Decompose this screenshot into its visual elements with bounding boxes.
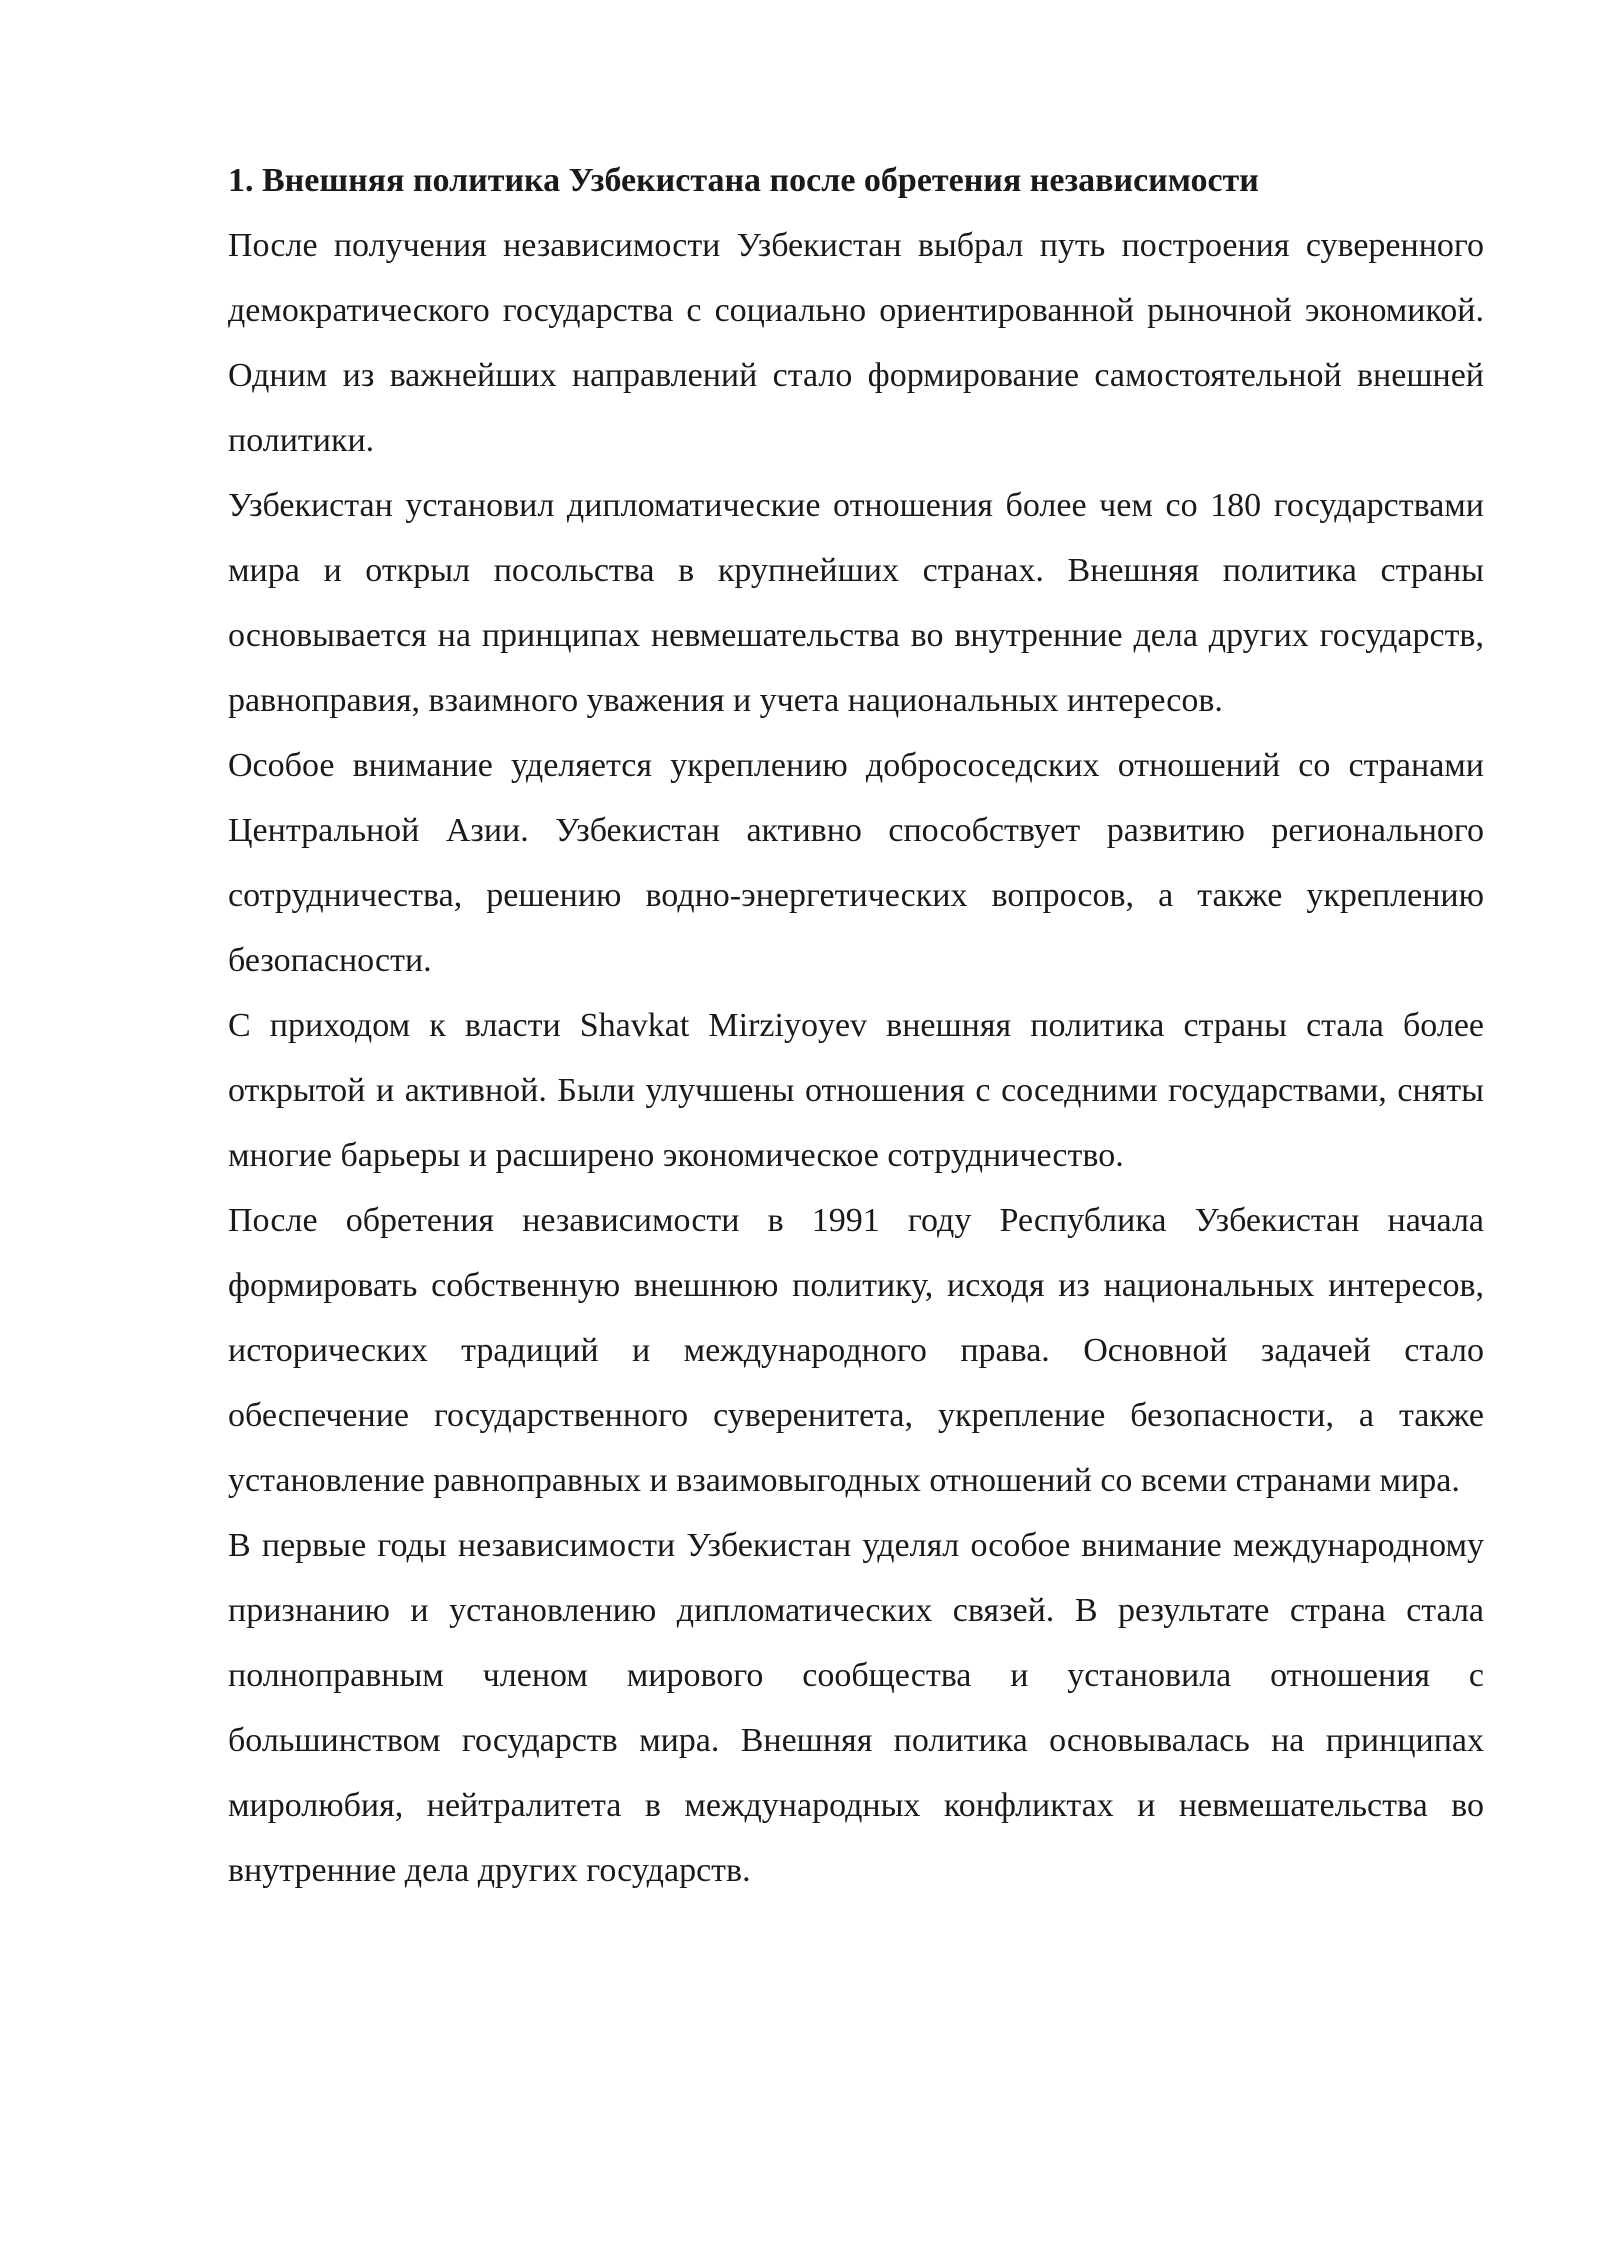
paragraph: В первые годы независимости Узбекистан уделял особое внимание международному признанию и установлению дипломатических связей. В результате страна стала полноправным членом мирового сообщества и установила отношения с большинством государств мира. Внешняя политика основывалась на принципах миролюбия, нейтралитета в международных конфликтах и невмешательства во внутренние дела других государств.: [228, 1527, 1484, 1889]
section-heading: 1. Внешняя политика Узбекистана после обретения независимости: [228, 162, 1259, 199]
paragraph: После получения независимости Узбекистан выбрал путь построения суверенного демократического государства с социально ориентированной рыночной экономикой. Одним из важнейших направлений стало формирование самостоятельной внешней политики.: [228, 227, 1484, 459]
paragraph: После обретения независимости в 1991 году Республика Узбекистан начала формировать собственную внешнюю политику, исходя из национальных интересов, исторических традиций и международного права. Основной задачей стало обеспечение государственного суверенитета, укрепление безопасности, а также установление равноправных и взаимовыгодных отношений со всеми странами мира.: [228, 1202, 1484, 1499]
paragraph: Узбекистан установил дипломатические отношения более чем со 180 государствами мира и открыл посольства в крупнейших странах. Внешняя политика страны основывается на принципах невмешательства во внутренние дела других государств, равноправия, взаимного уважения и учета национальных интересов.: [228, 487, 1484, 719]
paragraph: С приходом к власти Shavkat Mirziyoyev внешняя политика страны стала более открытой и активной. Были улучшены отношения с соседними государствами, сняты многие барьеры и расширено экономическое сотрудничество.: [228, 1007, 1484, 1174]
paragraph: Особое внимание уделяется укреплению добрососедских отношений со странами Центральной Азии. Узбекистан активно способствует развитию регионального сотрудничества, решению водно-энергетических вопросов, а также укреплению безопасности.: [228, 747, 1484, 979]
document-body: [228, 148, 1484, 1903]
